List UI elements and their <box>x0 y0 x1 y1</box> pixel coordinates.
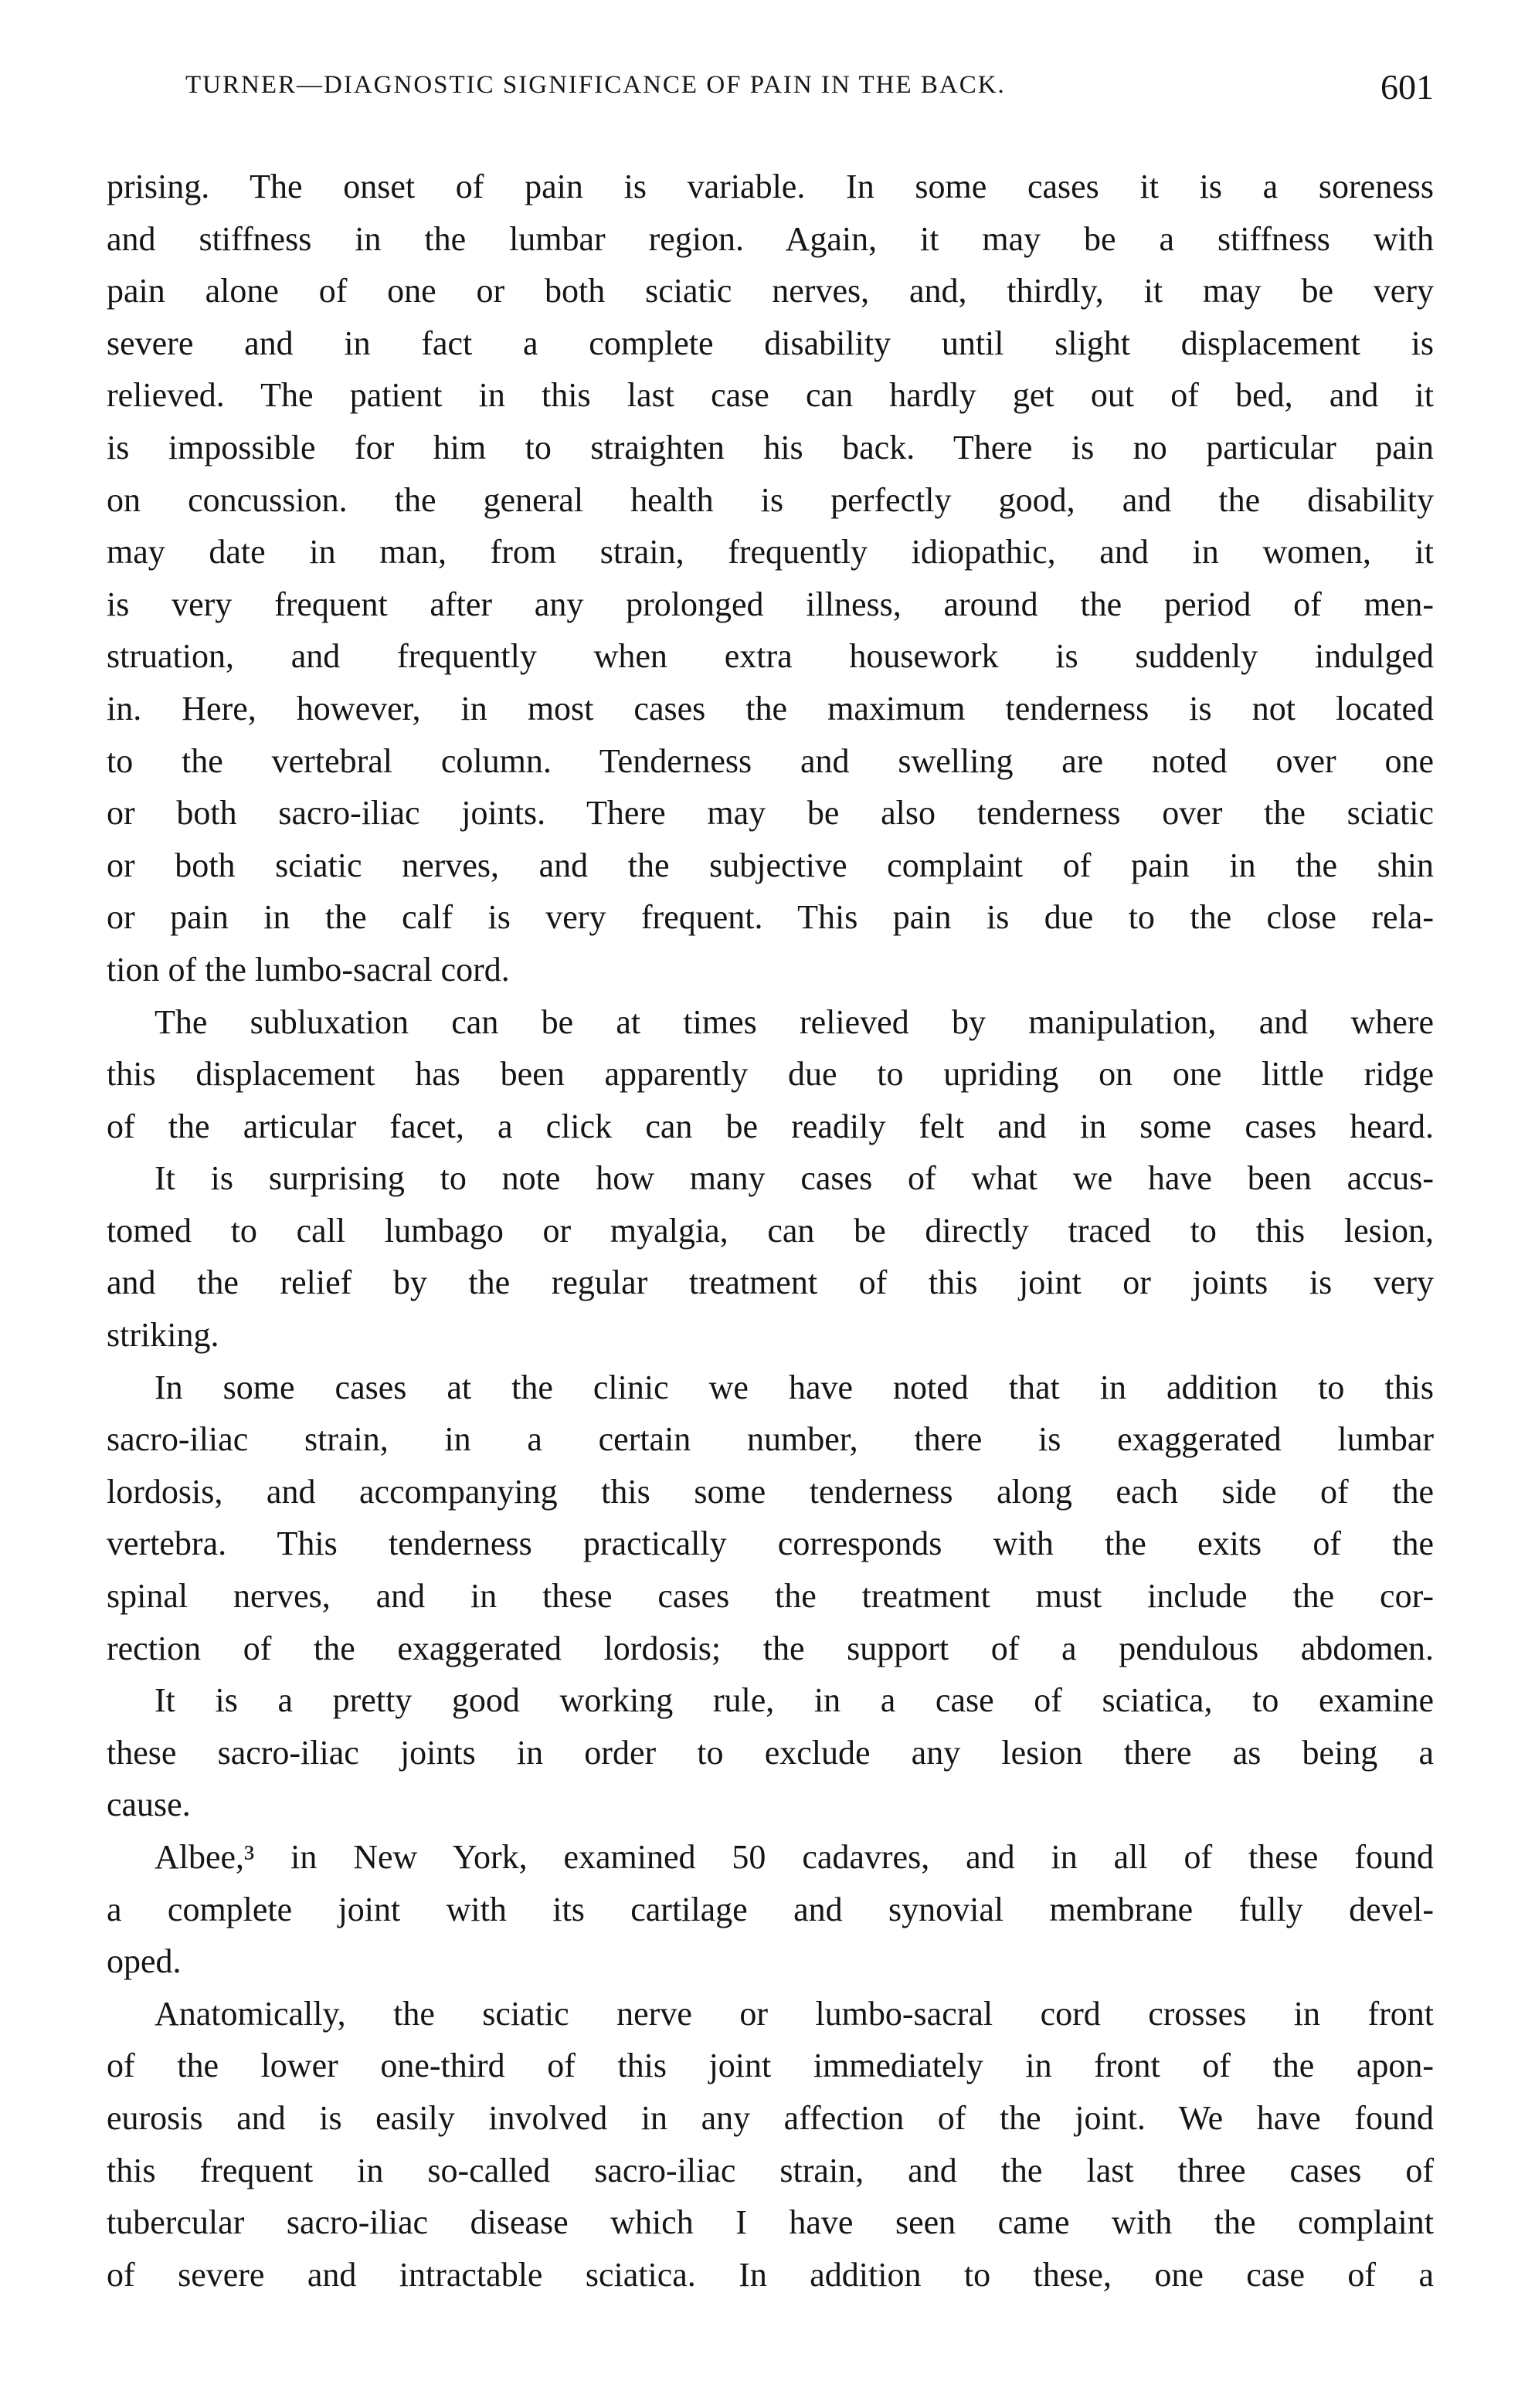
text-line: or pain in the calf is very frequent. This pain is due to the close rela- <box>107 898 1434 937</box>
text-line: a complete joint with its cartilage and synovial membrane fully devel- <box>107 1890 1434 1928</box>
text-line: these sacro-iliac joints in order to exclude any lesion there as being a <box>107 1733 1434 1772</box>
text-line: may date in man, from strain, frequently idiopathic, and in women, it <box>107 533 1434 571</box>
text-line: cause. <box>107 1786 191 1824</box>
text-line: tubercular sacro-iliac disease which I have seen came with the complaint <box>107 2203 1434 2242</box>
running-head <box>185 66 1434 113</box>
text-line: lordosis, and accompanying this some tenderness along each side of the <box>107 1472 1434 1511</box>
page-number: 601 <box>1380 67 1434 107</box>
text-line: or both sacro-iliac joints. There may be also tenderness over the sciatic <box>107 794 1434 833</box>
text-line: sacro-iliac strain, in a certain number, there is exaggerated lumbar <box>107 1420 1434 1459</box>
text-line: on concussion. the general health is perfectly good, and the disability <box>107 480 1434 519</box>
text-line: and stiffness in the lumbar region. Again, it may be a stiffness with <box>107 219 1434 258</box>
running-title: TURNER—DIAGNOSTIC SIGNIFICANCE OF PAIN IN THE BACK. <box>185 71 1006 99</box>
text-line: this displacement has been apparently due to upriding on one little ridge <box>107 1055 1434 1094</box>
text-line: Anatomically, the sciatic nerve or lumbo-sacral cord crosses in front <box>155 1994 1434 2033</box>
text-line: and the relief by the regular treatment of this joint or joints is very <box>107 1263 1434 1302</box>
text-line: severe and in fact a complete disability until slight displacement is <box>107 324 1434 362</box>
text-line: of the lower one-third of this joint immediately in front of the apon- <box>107 2047 1434 2085</box>
text-line: striking. <box>107 1316 219 1355</box>
text-line: or both sciatic nerves, and the subjective complaint of pain in the shin <box>107 846 1434 884</box>
text-line: tion of the lumbo-sacral cord. <box>107 950 510 989</box>
text-line: eurosis and is easily involved in any affection of the joint. We have found <box>107 2098 1434 2137</box>
body-text <box>107 161 1434 2301</box>
text-line: It is surprising to note how many cases of what we have been accus- <box>155 1159 1434 1198</box>
text-line: prising. The onset of pain is variable. In some cases it is a soreness <box>107 168 1434 205</box>
text-line: in. Here, however, in most cases the maximum tenderness is not located <box>107 689 1434 727</box>
text-line: this frequent in so-called sacro-iliac strain, and the last three cases of <box>107 2151 1434 2189</box>
text-line: struation, and frequently when extra housework is suddenly indulged <box>107 637 1434 676</box>
text-line: It is a pretty good working rule, in a case of sciatica, to examine <box>155 1681 1434 1720</box>
text-line: to the vertebral column. Tenderness and swelling are noted over one <box>107 741 1434 780</box>
text-line: is very frequent after any prolonged illness, around the period of men- <box>107 585 1434 623</box>
text-line: spinal nerves, and in these cases the treatment must include the cor- <box>107 1577 1434 1616</box>
text-line: tomed to call lumbago or myalgia, can be directly traced to this lesion, <box>107 1211 1434 1250</box>
text-line: In some cases at the clinic we have noted that in addition to this <box>155 1368 1434 1406</box>
text-line: relieved. The patient in this last case can hardly get out of bed, and it <box>107 376 1434 415</box>
text-line: Albee,³ in New York, examined 50 cadavres, and in all of these found <box>155 1838 1434 1876</box>
text-line: oped. <box>107 1942 182 1981</box>
text-line: The subluxation can be at times relieved by manipulation, and where <box>155 1002 1434 1041</box>
text-line: of severe and intractable sciatica. In addition to these, one case of a <box>107 2255 1434 2294</box>
text-line: rection of the exaggerated lordosis; the support of a pendulous abdomen. <box>107 1629 1434 1667</box>
text-line: pain alone of one or both sciatic nerves, and, thirdly, it may be very <box>107 272 1434 310</box>
text-line: vertebra. This tenderness practically corresponds with the exits of the <box>107 1525 1434 1563</box>
text-line: of the articular facet, a click can be readily felt and in some cases heard. <box>107 1107 1434 1145</box>
text-line: is impossible for him to straighten his back. There is no particular pain <box>107 428 1434 466</box>
